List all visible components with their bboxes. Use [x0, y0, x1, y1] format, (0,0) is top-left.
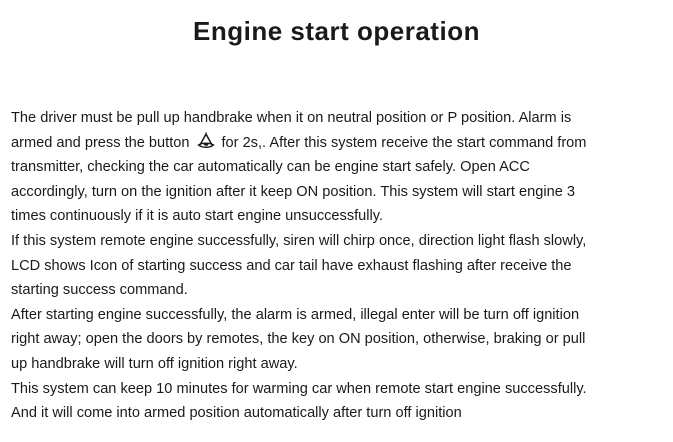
- paragraph-after-start: [11, 303, 671, 377]
- text-line: The driver must be pull up handbrake when it on neutral position or P position. Alarm is: [11, 110, 572, 126]
- text-line: LCD shows Icon of starting success and car tail have exhaust flashing after receive the: [11, 257, 572, 274]
- text-line: starting success command.: [11, 282, 188, 299]
- text-line: accordingly, turn on the ignition after it keep ON position. This system will start engine 3: [11, 183, 576, 200]
- text-line-with-icon: [11, 131, 671, 156]
- text-line: This system can keep 10 minutes for warming car when remote start engine successfully.: [11, 380, 587, 397]
- text-segment: for 2s,. After this system receive the start command from: [221, 134, 587, 151]
- instructions-body: [11, 106, 671, 426]
- text-line: transmitter, checking the car automatically can be engine start safely. Open ACC: [11, 159, 530, 176]
- text-segment: armed and press the button: [11, 134, 190, 151]
- text-line: After starting engine successfully, the alarm is armed, illegal enter will be turn off ignition: [11, 306, 580, 323]
- text-line: And it will come into armed position automatically after turn off ignition: [11, 405, 462, 422]
- text-line: up handbrake will turn off ignition right away.: [11, 355, 298, 372]
- text-line: If this system remote engine successfully, siren will chirp once, direction light flash slowly,: [11, 232, 587, 249]
- text-line: times continuously if it is auto start engine unsuccessfully.: [11, 208, 384, 225]
- paragraph-precondition: [11, 106, 671, 229]
- text-line: right away; open the doors by remotes, the key on ON position, otherwise, braking or pull: [11, 331, 586, 348]
- paragraph-warming: [11, 377, 671, 426]
- remote-start-bell-icon: [193, 132, 219, 150]
- page-title: Engine start operation: [193, 16, 480, 46]
- paragraph-success-feedback: [11, 229, 671, 303]
